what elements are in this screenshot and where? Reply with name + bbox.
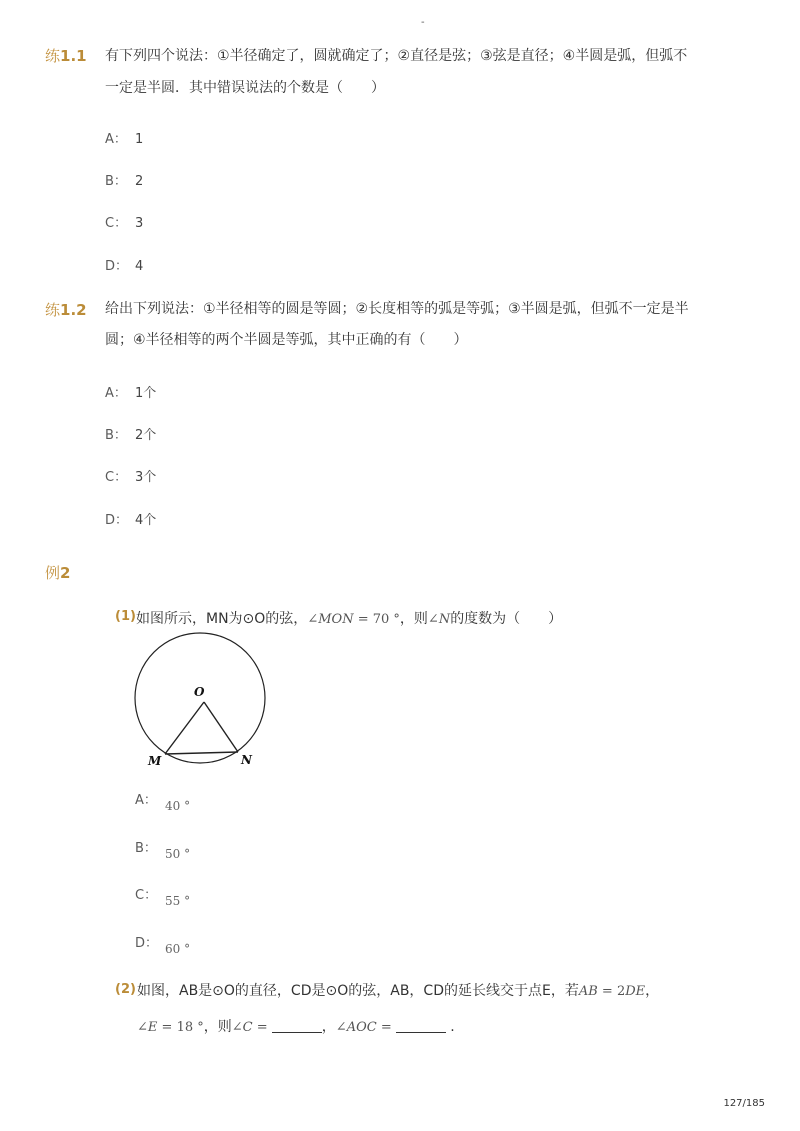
math-variable: C bbox=[242, 1020, 253, 1035]
option-value: 1 bbox=[135, 132, 144, 147]
exercise-label-number: 1.2 bbox=[60, 301, 87, 319]
option-letter: A： bbox=[135, 793, 157, 808]
math-variable: N bbox=[438, 612, 451, 627]
question-text: ，则 bbox=[203, 1019, 232, 1035]
option-letter: D： bbox=[105, 259, 129, 274]
exercise-1-1-option-a bbox=[105, 130, 143, 150]
exercise-1-1-label bbox=[45, 40, 87, 72]
math-variable: DE bbox=[625, 984, 646, 999]
math-rest: = 2 bbox=[597, 984, 626, 999]
option-letter: A： bbox=[105, 386, 127, 401]
option-letter: B： bbox=[105, 174, 127, 189]
subquestion-1-option-c bbox=[135, 885, 190, 906]
chord-mn bbox=[165, 752, 238, 754]
subquestion-2-line-1 bbox=[137, 975, 659, 1008]
segment-on bbox=[204, 702, 238, 752]
option-value: 4个 bbox=[135, 513, 157, 528]
exercise-1-1-option-b bbox=[105, 172, 143, 192]
exercise-label-number: 1.1 bbox=[60, 47, 87, 65]
subquestion-1-number: (1) bbox=[115, 609, 136, 624]
option-value: 1个 bbox=[135, 386, 157, 401]
option-value: 2 bbox=[135, 174, 144, 189]
math-rest: = 70 ° bbox=[353, 612, 400, 627]
angle-symbol: ∠ bbox=[335, 1020, 347, 1035]
option-value: 3个 bbox=[135, 470, 157, 485]
subquestion-1-option-b bbox=[135, 838, 190, 859]
question-line: 圆；④半径相等的两个半圆是等弧，其中正确的有（ ） bbox=[105, 332, 468, 348]
math-rest: = bbox=[376, 1020, 396, 1035]
point-n-label: N bbox=[241, 753, 252, 767]
segment-om bbox=[165, 702, 204, 754]
exercise-1-2-option-b bbox=[105, 426, 156, 446]
option-letter: D： bbox=[105, 513, 129, 528]
question-text: 如图所示，MN为⊙O的弦， bbox=[136, 611, 308, 627]
question-text: ，则 bbox=[399, 611, 428, 627]
exercise-1-2-option-d bbox=[105, 511, 156, 531]
angle-symbol: ∠ bbox=[427, 612, 439, 627]
angle-e-expression bbox=[137, 1020, 204, 1035]
option-value: 4 bbox=[135, 259, 144, 274]
subquestion-2-line-2 bbox=[137, 1011, 455, 1044]
question-line: 有下列四个说法：①半径确定了，圆就确定了；②直径是弦；③弦是直径；④半圆是弧，但弧不 bbox=[105, 48, 688, 64]
answer-blank-c bbox=[272, 1018, 322, 1033]
angle-mon-expression bbox=[307, 612, 400, 627]
option-letter: B： bbox=[135, 841, 157, 856]
angle-c-expression bbox=[232, 1020, 272, 1035]
question-line: 一定是半圆．其中错误说法的个数是（ ） bbox=[105, 80, 385, 96]
angle-n-expression bbox=[428, 612, 450, 627]
subquestion-1-option-d bbox=[135, 933, 190, 954]
point-o-label: O bbox=[194, 685, 205, 699]
exercise-1-1-question bbox=[105, 40, 687, 104]
exercise-1-2-option-a bbox=[105, 384, 156, 404]
option-letter: C： bbox=[135, 888, 158, 903]
question-line: 给出下列说法：①半径相等的圆是等圆；②长度相等的弧是等弧；③半圆是弧，但弧不一定是半 bbox=[105, 301, 689, 317]
math-variable: AB bbox=[578, 984, 598, 999]
point-m-label: M bbox=[148, 754, 162, 768]
option-value: 3 bbox=[135, 216, 144, 231]
ab-equation bbox=[579, 984, 645, 999]
exercise-1-1-option-d bbox=[105, 257, 143, 277]
exercise-1-2-question bbox=[105, 294, 689, 356]
example-label-prefix: 例 bbox=[45, 564, 61, 582]
page-number: 127/185 bbox=[723, 1098, 765, 1109]
question-text: 如图，AB是⊙O的直径，CD是⊙O的弦，AB，CD的延长线交于点E，若 bbox=[137, 983, 579, 999]
option-value: 40 ° bbox=[165, 799, 191, 813]
exercise-1-1-option-c bbox=[105, 214, 143, 234]
option-value: 50 ° bbox=[165, 847, 191, 861]
angle-symbol: ∠ bbox=[231, 1020, 243, 1035]
math-variable: E bbox=[147, 1020, 158, 1035]
question-text: . bbox=[445, 1019, 455, 1035]
angle-symbol: ∠ bbox=[137, 1020, 148, 1035]
subquestion-1-option-a bbox=[135, 790, 190, 811]
page-top-mark: - bbox=[421, 17, 425, 28]
angle-symbol: ∠ bbox=[307, 612, 319, 627]
exercise-label-prefix: 练 bbox=[45, 301, 61, 319]
option-value: 55 ° bbox=[165, 894, 191, 908]
example-label-number: 2 bbox=[60, 564, 71, 582]
subquestion-2-number: (2) bbox=[115, 982, 136, 997]
option-value: 2个 bbox=[135, 428, 157, 443]
option-letter: C： bbox=[105, 216, 128, 231]
circle-figure bbox=[130, 625, 275, 775]
math-rest: = 18 ° bbox=[157, 1020, 204, 1035]
math-rest: = bbox=[252, 1020, 272, 1035]
question-text: ， bbox=[321, 1019, 336, 1035]
exercise-label-prefix: 练 bbox=[45, 47, 61, 65]
option-letter: D： bbox=[135, 936, 159, 951]
option-letter: A： bbox=[105, 132, 127, 147]
angle-aoc-expression bbox=[336, 1020, 396, 1035]
exercise-1-2-label bbox=[45, 294, 87, 326]
math-variable: AOC bbox=[346, 1020, 377, 1035]
question-text: 的度数为（ ） bbox=[450, 611, 563, 627]
question-text: ， bbox=[645, 983, 660, 999]
math-variable: MON bbox=[318, 612, 354, 627]
option-letter: C： bbox=[105, 470, 128, 485]
example-2-label bbox=[45, 557, 70, 589]
option-letter: B： bbox=[105, 428, 127, 443]
option-value: 60 ° bbox=[165, 942, 191, 956]
answer-blank-aoc bbox=[396, 1018, 446, 1033]
exercise-1-2-option-c bbox=[105, 468, 156, 488]
